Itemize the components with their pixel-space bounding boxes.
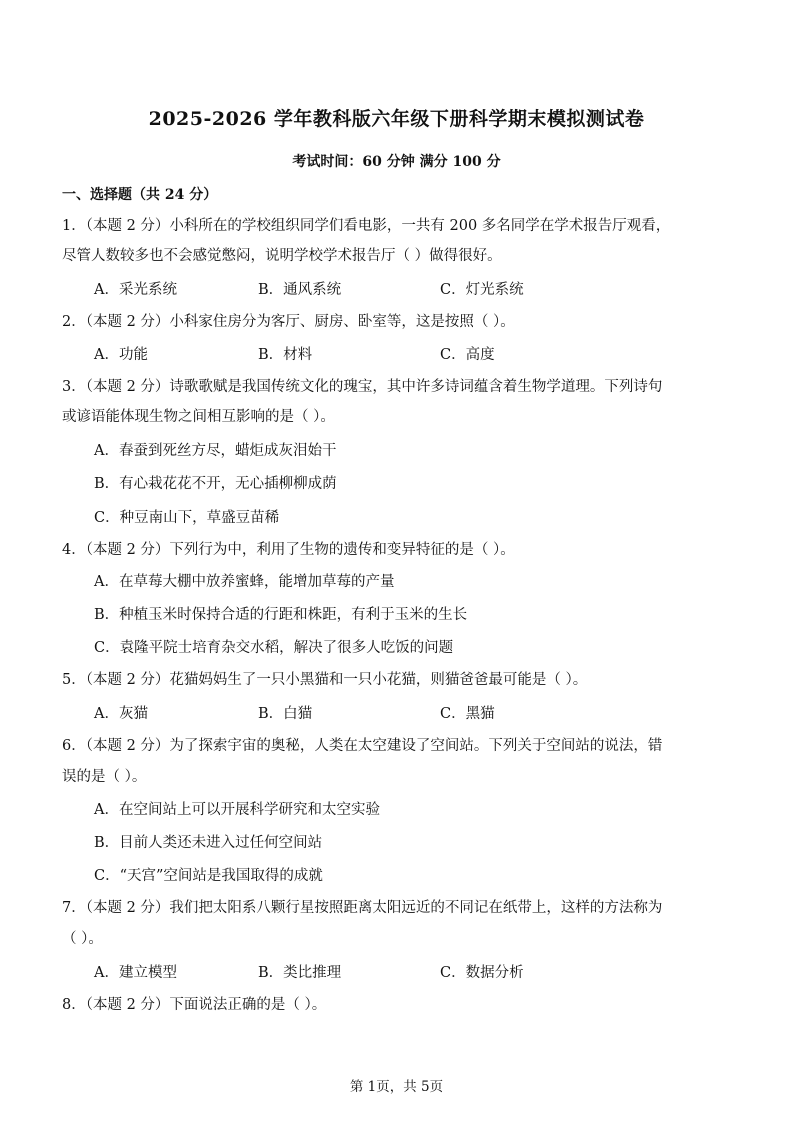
question-3-option-b: B．有心栽花花不开，无心插柳柳成荫: [94, 476, 337, 492]
question-7-stem-line-1: 7．（本题 2 分）我们把太阳系八颗行星按照距离太阳远近的不同记在纸带上，这样的方法称为: [62, 900, 663, 916]
question-7-option-b: B．类比推理: [258, 965, 342, 981]
question-6-option-a: A．在空间站上可以开展科学研究和太空实验: [94, 802, 380, 818]
question-3-option-a: A．春蚕到死丝方尽，蜡炬成灰泪始干: [94, 443, 337, 459]
question-4-option-a: A．在草莓大棚中放养蜜蜂，能增加草莓的产量: [94, 574, 395, 590]
question-5-stem-line-1: 5．（本题 2 分）花猫妈妈生了一只小黑猫和一只小花猫，则猫爸爸最可能是（ ）。: [62, 672, 588, 688]
question-6-stem-line-1: 6．（本题 2 分）为了探索宇宙的奥秘，人类在太空建设了空间站。下列关于空间站的说法，错: [62, 738, 663, 754]
section-heading: 一、选择题（共 24 分）: [62, 187, 218, 203]
question-7-stem-line-2: （ ）。: [62, 931, 103, 947]
question-4-option-c: C．袁隆平院士培育杂交水稻，解决了很多人吃饭的问题: [94, 640, 454, 656]
question-5-option-b: B．白猫: [258, 706, 313, 722]
question-6-option-b: B．目前人类还未进入过任何空间站: [94, 835, 323, 851]
page-title: 2025-2026 学年教科版六年级下册科学期末模拟测试卷: [148, 108, 645, 130]
question-6-option-c: C．“天宫”空间站是我国取得的成就: [94, 868, 323, 884]
question-2-option-a: A．功能: [94, 347, 148, 363]
question-1-option-b: B．通风系统: [258, 282, 342, 298]
question-1-option-a: A．采光系统: [94, 282, 177, 298]
question-2-stem-line-1: 2．（本题 2 分）小科家住房分为客厅、厨房、卧室等，这是按照（ ）。: [62, 314, 515, 330]
question-1-option-c: C．灯光系统: [440, 282, 524, 298]
question-1-stem-line-1: 1．（本题 2 分）小科所在的学校组织同学们看电影，一共有 200 多名同学在学术报告厅观看，: [62, 218, 671, 234]
question-8-stem-line-1: 8．（本题 2 分）下面说法正确的是（ ）。: [62, 997, 327, 1013]
question-3-stem-line-1: 3．（本题 2 分）诗歌歌赋是我国传统文化的瑰宝，其中许多诗词蕴含着生物学道理。下列诗句: [62, 379, 663, 395]
question-2-option-b: B．材料: [258, 347, 313, 363]
question-3-option-c: C．种豆南山下，草盛豆苗稀: [94, 510, 280, 526]
question-3-stem-line-2: 或谚语能体现生物之间相互影响的是（ ）。: [62, 409, 335, 425]
question-5-option-a: A．灰猫: [94, 706, 148, 722]
question-7-option-a: A．建立模型: [94, 965, 177, 981]
question-4-stem-line-1: 4．（本题 2 分）下列行为中，利用了生物的遗传和变异特征的是（ ）。: [62, 542, 515, 558]
exam-info: 考试时间：60 分钟 满分 100 分: [292, 154, 501, 170]
question-7-option-c: C．数据分析: [440, 965, 524, 981]
question-1-stem-line-2: 尽管人数较多也不会感觉憋闷，说明学校学术报告厅（ ）做得很好。: [62, 248, 502, 264]
question-4-option-b: B．种植玉米时保持合适的行距和株距，有利于玉米的生长: [94, 607, 468, 623]
page-footer: 第 1页，共 5页: [349, 1079, 444, 1095]
question-2-option-c: C．高度: [440, 347, 495, 363]
question-6-stem-line-2: 误的是（ ）。: [62, 769, 147, 785]
question-5-option-c: C．黑猫: [440, 706, 495, 722]
